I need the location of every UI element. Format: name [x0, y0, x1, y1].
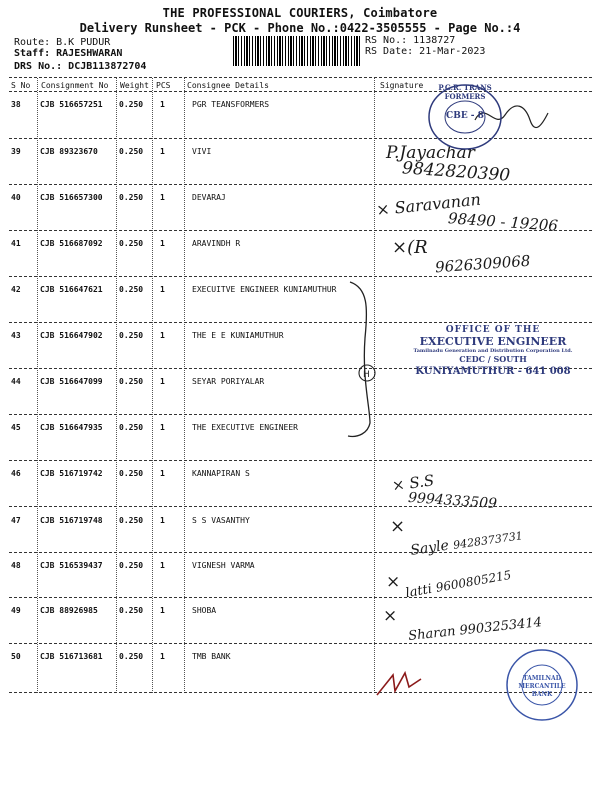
stamp-line: CEDC / SOUTH	[459, 354, 527, 364]
row-sno: 45	[11, 423, 21, 432]
col-divider	[116, 78, 117, 693]
handwritten-signature: Sayle 9428373731	[409, 529, 524, 559]
col-divider	[184, 78, 185, 693]
handwritten-signature: Saravanan	[393, 189, 482, 218]
row-sno: 40	[11, 193, 21, 202]
stamp-line: EXECUTIVE ENGINEER	[419, 335, 567, 348]
row-consignee: DEVARAJ	[192, 193, 226, 202]
barcode	[233, 36, 361, 66]
row-consignee: ARAVINDH R	[192, 239, 241, 248]
row-pcs: 1	[160, 423, 165, 432]
row-consignee: SEYAR PORIYALAR	[192, 377, 265, 386]
document-title: THE PROFESSIONAL COURIERS, Coimbatore	[162, 6, 438, 20]
row-pcs: 1	[160, 285, 165, 294]
staff-label: Staff: RAJESHWARAN	[14, 48, 123, 59]
row-consignee: VIVI	[192, 147, 212, 156]
row-consignment-no: CJB 516539437	[40, 561, 103, 570]
row-sno: 48	[11, 561, 21, 570]
stamp-line: KUNIYAMUTHUR - 641 008	[415, 366, 571, 377]
row-pcs: 1	[160, 331, 165, 340]
row-weight: 0.250	[119, 193, 144, 202]
col-header-consignment: Consignment No	[41, 81, 109, 90]
row-pcs: 1	[160, 561, 165, 570]
handwritten-phone: 9842820390	[401, 158, 511, 186]
row-pcs: 1	[160, 377, 165, 386]
handwritten-mark: ×	[390, 516, 406, 537]
row-pcs: 1	[160, 147, 165, 156]
rs-date: RS Date: 21-Mar-2023	[365, 46, 486, 57]
row-consignment-no: CJB 516657251	[40, 100, 103, 109]
handwritten-name: × Saravanan	[375, 189, 482, 220]
row-consignment-no: CJB 516647935	[40, 423, 103, 432]
row-weight: 0.250	[119, 652, 144, 661]
row-sno: 39	[11, 147, 21, 156]
rs-number: RS No.: 1138727	[365, 35, 456, 46]
stamp-text: TAMILNAD MERCANTILE BANK	[518, 675, 566, 698]
handwritten-mark: ×	[383, 606, 398, 626]
col-divider	[152, 78, 153, 693]
row-weight: 0.250	[119, 377, 144, 386]
row-sno: 46	[11, 469, 21, 478]
row-consignee: VIGNESH VARMA	[192, 561, 255, 570]
row-sno: 38	[11, 100, 21, 109]
row-sno: 49	[11, 606, 21, 615]
col-header-consignee: Consignee Details	[187, 81, 269, 90]
handwritten-phone: 9600805215	[434, 567, 513, 595]
col-header-pcs: PCS	[156, 81, 171, 90]
row-consignment-no: CJB 516657300	[40, 193, 103, 202]
row-pcs: 1	[160, 469, 165, 478]
row-consignee: THE E E KUNIAMUTHUR	[192, 331, 284, 340]
circled-mark	[356, 362, 378, 384]
row-consignment-no: CJB 516647621	[40, 285, 103, 294]
row-consignee: PGR TEANSFORMERS	[192, 100, 270, 109]
row-sno: 50	[11, 652, 21, 661]
row-pcs: 1	[160, 606, 165, 615]
handwritten-name: P.Jayachar	[386, 143, 475, 163]
row-consignment-no: CJB 516687092	[40, 239, 103, 248]
row-sno: 47	[11, 516, 21, 525]
row-consignment-no: CJB 516713681	[40, 652, 103, 661]
row-divider	[9, 643, 592, 644]
row-pcs: 1	[160, 100, 165, 109]
stamp-line: Tamilnadu Generation and Distribution Corporation Ltd.	[413, 348, 573, 354]
row-divider	[9, 414, 592, 415]
row-divider	[9, 597, 592, 598]
row-divider	[9, 552, 592, 553]
handwritten-initials: S.S	[408, 471, 436, 493]
route-label: Route: B.K PUDUR	[14, 37, 111, 48]
handwritten-phone: Sharan 9903253414	[407, 615, 543, 644]
col-header-sno: S No	[11, 81, 31, 90]
col-divider	[37, 78, 38, 693]
svg-text:H: H	[363, 370, 370, 380]
row-weight: 0.250	[119, 606, 144, 615]
row-pcs: 1	[160, 652, 165, 661]
row-sno: 41	[11, 239, 21, 248]
row-consignment-no: CJB 516719742	[40, 469, 103, 478]
col-header-weight: Weight	[120, 81, 149, 90]
row-pcs: 1	[160, 239, 165, 248]
row-consignee: THE EXECUTIVE ENGINEER	[192, 423, 298, 432]
document-subtitle: Delivery Runsheet - PCK - Phone No.:0422-3505555 - Page No.:4	[79, 21, 521, 35]
row-sno: 42	[11, 285, 21, 294]
row-consignment-no: CJB 516647902	[40, 331, 103, 340]
row-pcs: 1	[160, 193, 165, 202]
drs-number: DRS No.: DCJB113872704	[14, 61, 147, 72]
row-weight: 0.250	[119, 331, 144, 340]
row-consignee: TMB BANK	[192, 652, 231, 661]
row-weight: 0.250	[119, 147, 144, 156]
row-pcs: 1	[160, 516, 165, 525]
signature-scribble	[375, 665, 425, 700]
row-weight: 0.250	[119, 100, 144, 109]
row-consignee: SHOBA	[192, 606, 217, 615]
row-consignee: EXECUITVE ENGINEER KUNIAMUTHUR	[192, 285, 337, 294]
handwritten-signature: × S.S	[390, 471, 436, 495]
row-sno: 44	[11, 377, 21, 386]
office-stamp	[408, 325, 578, 377]
handwritten-signature: ×(R	[392, 237, 428, 258]
row-weight: 0.250	[119, 239, 144, 248]
row-consignment-no: CJB 88926985	[40, 606, 98, 615]
handwritten-phone: 9626309068	[434, 251, 531, 277]
company-stamp	[425, 82, 505, 152]
row-weight: 0.250	[119, 561, 144, 570]
handwritten-phone: 9994333509	[407, 489, 498, 513]
stamp-ring-text: P.G.R. TRANS FORMERS	[438, 83, 492, 101]
stamp-center-text: CBE - 8	[446, 111, 484, 121]
row-weight: 0.250	[119, 285, 144, 294]
col-header-signature: Signature	[380, 81, 424, 90]
row-divider	[9, 460, 592, 461]
bank-stamp	[505, 648, 579, 722]
row-divider	[9, 322, 592, 323]
row-weight: 0.250	[119, 423, 144, 432]
handwritten-mark: ×	[386, 572, 401, 592]
row-consignee: S S VASANTHY	[192, 516, 250, 525]
row-divider	[9, 276, 592, 277]
row-consignment-no: CJB 516647099	[40, 377, 103, 386]
row-weight: 0.250	[119, 469, 144, 478]
row-divider	[9, 506, 592, 507]
handwritten-signature: latti 9600805215	[404, 567, 513, 602]
row-consignment-no: CJB 89323670	[40, 147, 98, 156]
row-weight: 0.250	[119, 516, 144, 525]
row-consignee: KANNAPIRAN S	[192, 469, 250, 478]
bracket-mark	[340, 278, 380, 443]
row-consignment-no: CJB 516719748	[40, 516, 103, 525]
handwritten-phone: 9428373731	[452, 529, 524, 552]
stamp-line: OFFICE OF THE	[445, 325, 541, 335]
row-sno: 43	[11, 331, 21, 340]
handwritten-phone: 98490 - 19206	[447, 209, 559, 235]
table-top-rule	[9, 77, 592, 78]
